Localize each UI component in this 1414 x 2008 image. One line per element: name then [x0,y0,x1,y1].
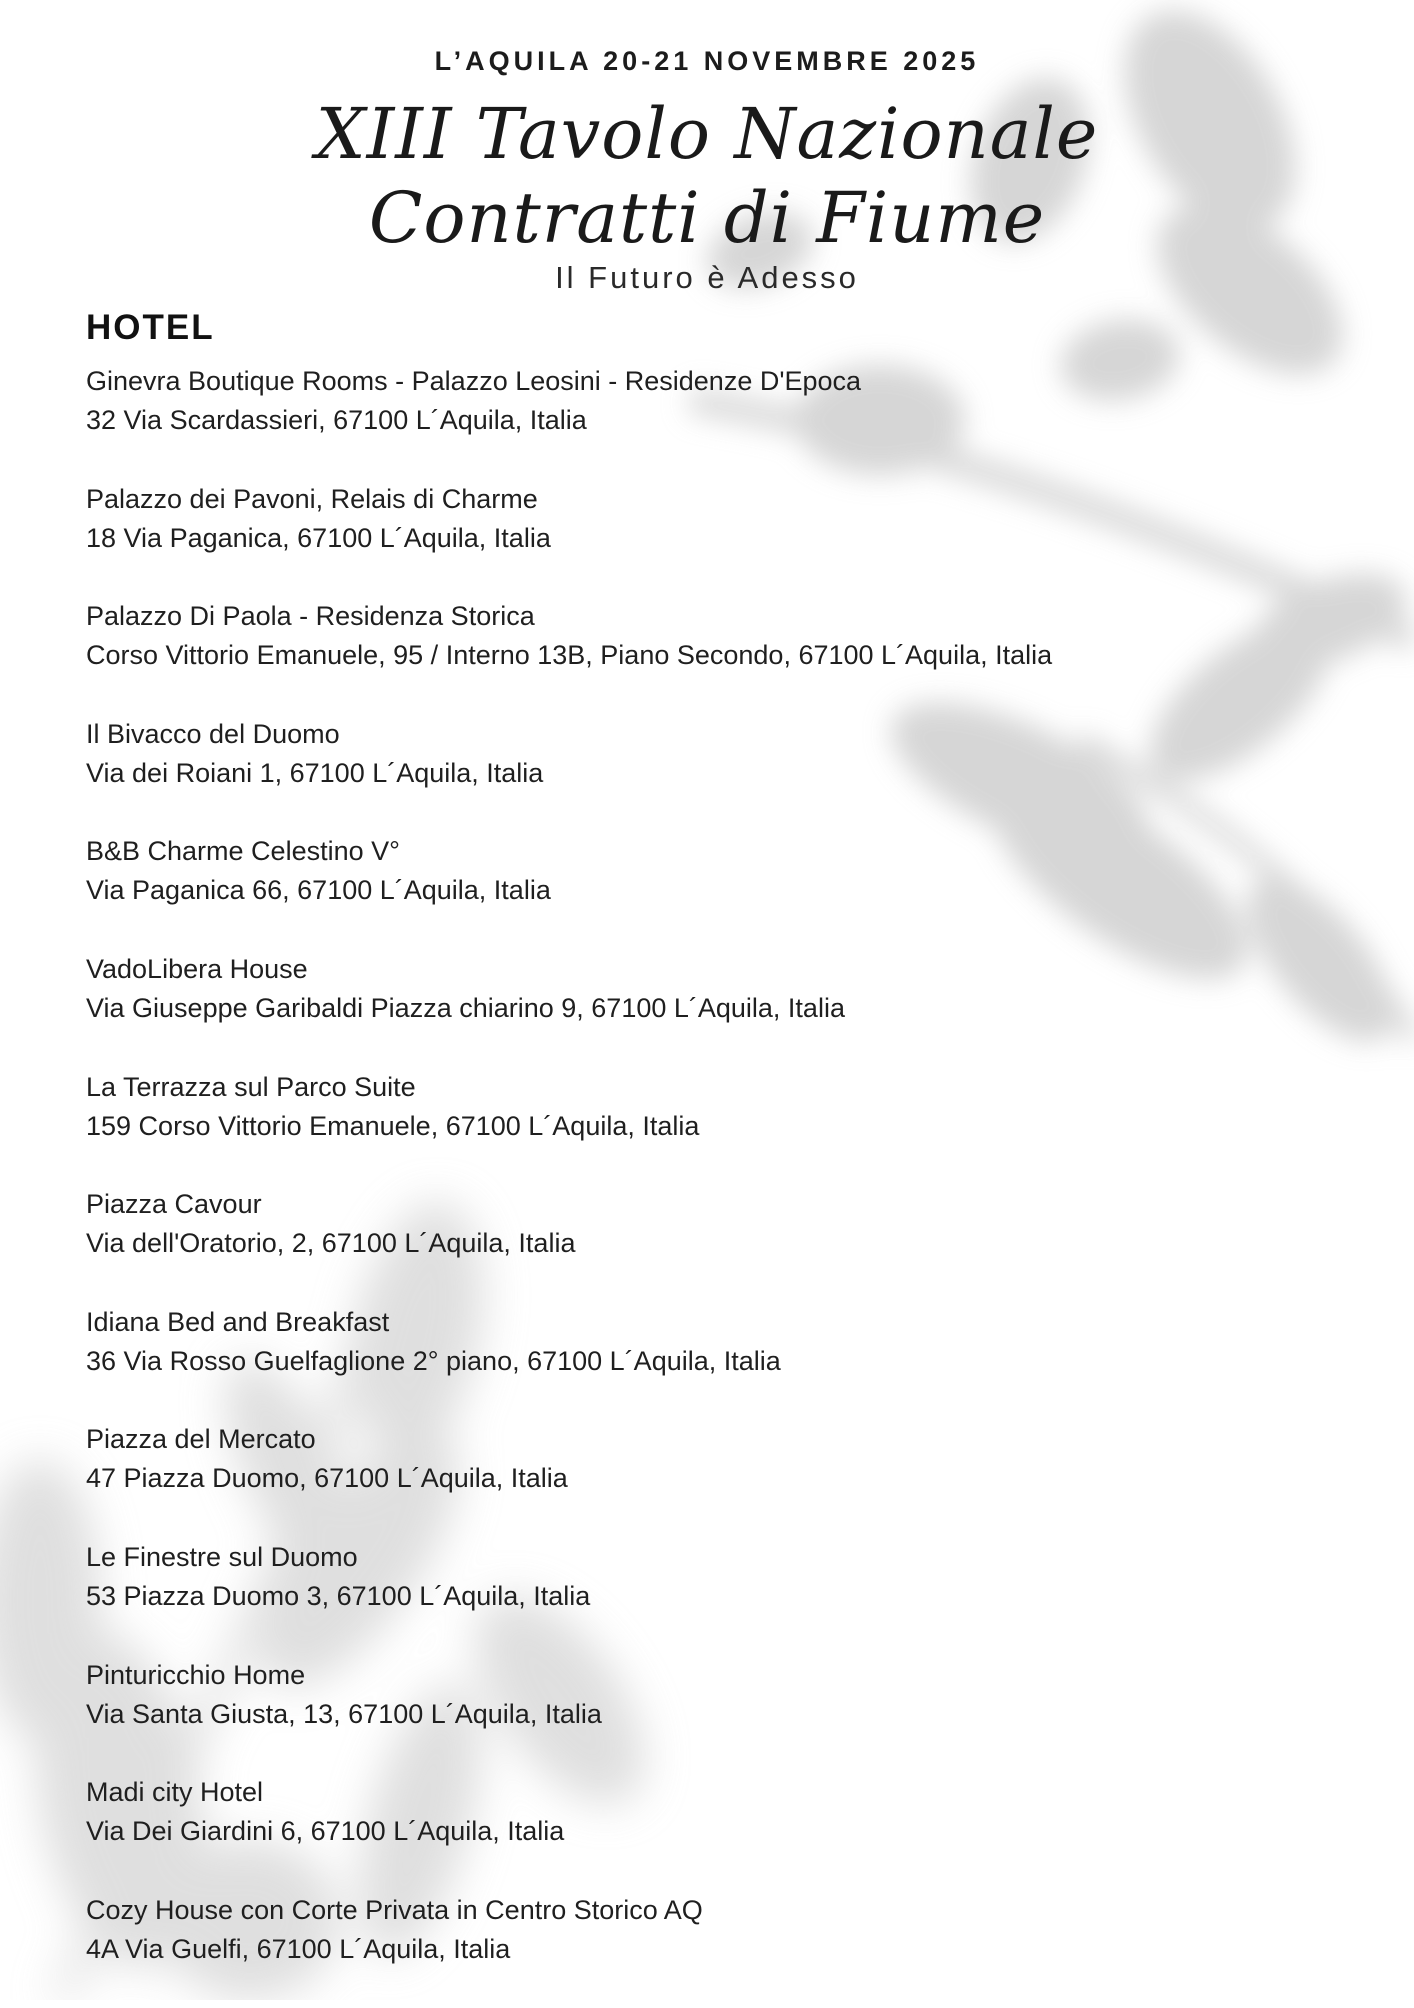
hotel-entry [86,715,1366,833]
hotel-name: Pinturicchio Home [86,1659,306,1690]
hotel-entry [86,597,1366,715]
hotel-name: Piazza del Mercato [86,1424,316,1455]
hotel-entry [86,832,1366,950]
section-heading: HOTEL [86,308,215,347]
hotel-address: Via dei Roiani 1, 67100 L´Aquila, Italia [86,757,544,788]
hotel-entry [86,1185,1366,1303]
hotel-name: La Terrazza sul Parco Suite [86,1071,416,1102]
hotel-address: Corso Vittorio Emanuele, 95 / Interno 13B, Piano Secondo, 67100 L´Aquila, Italia [86,640,1053,671]
hotel-name: Madi city Hotel [86,1777,264,1808]
event-subtitle: Il Futuro è Adesso [555,260,859,295]
hotel-entry [86,1068,1366,1186]
hotel-address: 159 Corso Vittorio Emanuele, 67100 L´Aquila, Italia [86,1110,700,1141]
hotel-address: 18 Via Paganica, 67100 L´Aquila, Italia [86,522,551,553]
hotel-name: Palazzo dei Pavoni, Relais di Charme [86,483,538,514]
hotel-address: Via Dei Giardini 6, 67100 L´Aquila, Italia [86,1816,565,1847]
hotel-list [86,362,1366,2008]
hotel-entry [86,1538,1366,1656]
hotel-name: Piazza Cavour [86,1189,262,1220]
hotel-entry [86,1420,1366,1538]
event-date-line: L’AQUILA 20-21 NOVEMBRE 2025 [434,46,980,76]
hotel-entry [86,1303,1366,1421]
hotel-address: 4A Via Guelfi, 67100 L´Aquila, Italia [86,1933,511,1964]
event-title-line-1: XIII Tavolo Nazionale [315,93,1099,175]
hotel-entry [86,950,1366,1068]
hotel-name: VadoLibera House [86,953,308,984]
hotel-entry [86,1773,1366,1891]
hotel-address: Via Giuseppe Garibaldi Piazza chiarino 9, 67100 L´Aquila, Italia [86,992,845,1023]
hotel-name: Il Bivacco del Duomo [86,718,340,749]
hotel-name: B&B Charme Celestino V° [86,836,400,867]
hotel-name: Palazzo Di Paola - Residenza Storica [86,601,535,632]
hotel-name: Le Finestre sul Duomo [86,1541,358,1572]
hotel-address: 47 Piazza Duomo, 67100 L´Aquila, Italia [86,1463,568,1494]
hotel-address: Via Paganica 66, 67100 L´Aquila, Italia [86,875,551,906]
hotel-name: Cozy House con Corte Privata in Centro Storico AQ [86,1894,703,1925]
hotel-entry [86,480,1366,598]
hotel-address: 53 Piazza Duomo 3, 67100 L´Aquila, Italia [86,1580,591,1611]
hotel-entry [86,1656,1366,1774]
hotel-address: 36 Via Rosso Guelfaglione 2° piano, 67100 L´Aquila, Italia [86,1345,781,1376]
hotel-entry [86,1891,1366,2008]
hotel-address: Via Santa Giusta, 13, 67100 L´Aquila, Italia [86,1698,602,1729]
hotel-name: Ginevra Boutique Rooms - Palazzo Leosini - Residenze D'Epoca [86,366,862,396]
event-title-line-2: Contratti di Fiume [368,177,1046,259]
event-title [0,92,1414,260]
hotel-address: 32 Via Scardassieri, 67100 L´Aquila, Italia [86,405,587,435]
hotel-address: Via dell'Oratorio, 2, 67100 L´Aquila, Italia [86,1228,576,1259]
hotel-entry [86,362,1366,480]
hotel-name: Idiana Bed and Breakfast [86,1306,390,1337]
